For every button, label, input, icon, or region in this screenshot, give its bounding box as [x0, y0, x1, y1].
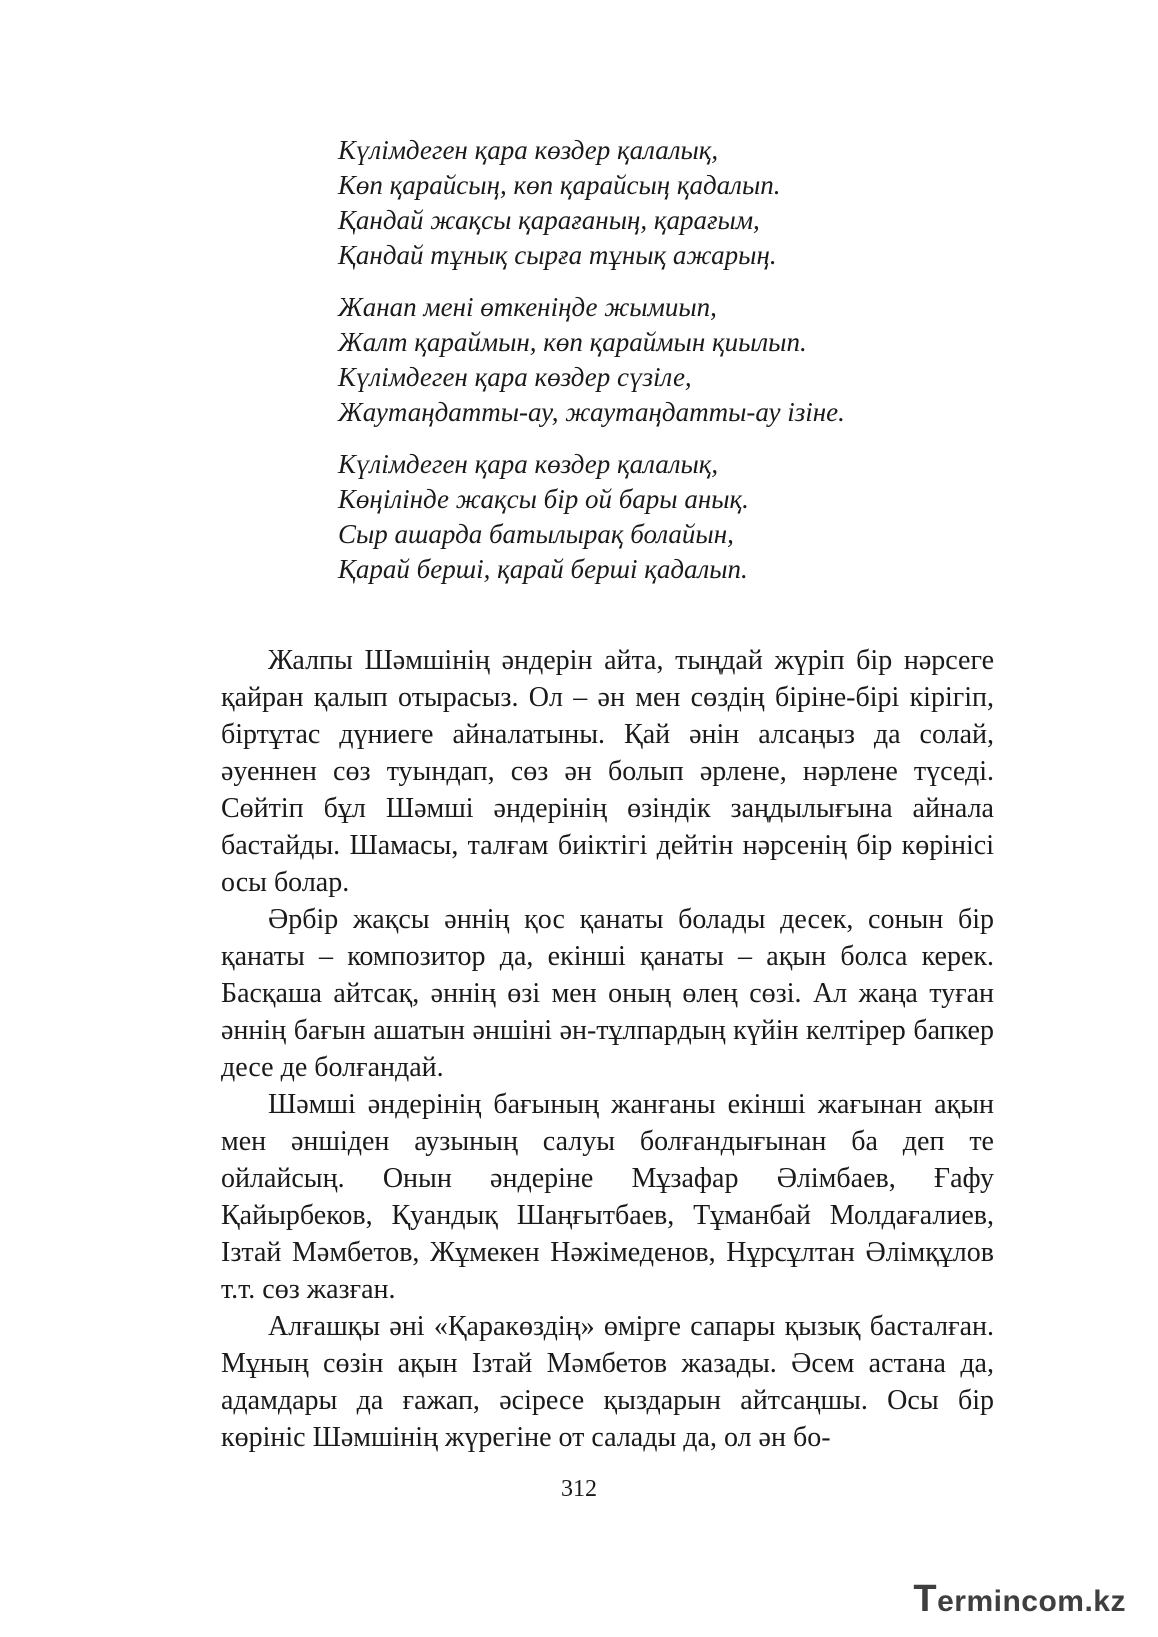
- poem-line: Көп қарайсың, көп қарайсың қадалып.: [338, 170, 781, 200]
- paragraph: Жалпы Шәмшінің әндерін айта, тыңдай жүріп бір нәрсеге қайран қалып отырасыз. Ол – ән мен сөздің біріне-бірі кірігіп, біртұтас дүниеге айналатыны. Қай әнін алсаңыз да солай, әуеннен сөз туындап, сөз ән болып әрлене, нәрлене түседі. Сөйтіп бұл Шәмші әндерінің өзіндік заңдылығына айнала бастайды. Шамасы, талғам биіктігі дейтін нәрсенің бір көрінісі осы болар.: [221, 645, 994, 898]
- poem-line: Жанап мені өткеніңде жымиып,: [338, 292, 717, 322]
- poem-line: Сыр ашарда батылырақ болайын,: [338, 519, 734, 549]
- poem-line: Күлімдеген қара көздер сүзіле,: [338, 362, 692, 392]
- paragraph: Алғашқы әні «Қаракөздің» өмірге сапары қызық басталған. Мұның сөзін ақын Ізтай Мәмбетов жазады. Әсем астана да, адамдары да ғажап, әсіресе қыздарын айтсаңшы. Осы бір көрініс Шәмшінің жүрегіне от салады да, ол ән бо-: [221, 1311, 994, 1453]
- paragraph: Әрбір жақсы әннің қос қанаты болады десек, сонын бір қанаты – композитор да, екінші қанаты – ақын болса керек. Басқаша айтсақ, әннің өзі мен оның өлең сөзі. Ал жаңа туған әннің бағын ашатын әншіні ән-тұлпардың күйін келтірер бапкер десе де болғандай.: [221, 904, 994, 1083]
- poem-stanza: [338, 447, 958, 587]
- poem: [338, 133, 958, 604]
- poem-line: Көңілінде жақсы бір ой бары анық.: [338, 484, 749, 514]
- poem-stanza: [338, 133, 958, 273]
- watermark-logo: [913, 1578, 1126, 1621]
- watermark-text: ermincom.kz: [937, 1585, 1126, 1618]
- body-text: [221, 642, 994, 1456]
- poem-line: Қандай тұнық сырға тұнық ажарың.: [338, 240, 777, 270]
- poem-stanza: [338, 290, 958, 430]
- poem-line: Жалт қараймын, көп қараймын қиылып.: [338, 327, 807, 357]
- page-number: 312: [561, 1476, 597, 1502]
- paragraph: Шәмші әндерінің бағының жанғаны екінші жағынан ақын мен әншіден аузының салуы болғандығынан ба деп те ойлайсың. Онын әндеріне Мұзафар Әлімбаев, Ғафу Қайырбеков, Қуандық Шаңғытбаев, Тұманбай Молдағалиев, Ізтай Мәмбетов, Жұмекен Нәжімеденов, Нұрсұлтан Әлімқұлов т.т. сөз жазған.: [221, 1089, 994, 1305]
- poem-line: Қандай жақсы қарағаның, қарағым,: [338, 205, 760, 235]
- poem-line: Жаутаңдатты-ау, жаутаңдатты-ау ізіне.: [338, 397, 845, 427]
- watermark-initial: T: [913, 1578, 938, 1620]
- poem-line: Күлімдеген қара көздер қалалық,: [338, 135, 719, 165]
- poem-line: Күлімдеген қара көздер қалалық,: [338, 449, 719, 479]
- poem-line: Қарай берші, қарай берші қадалып.: [338, 554, 748, 584]
